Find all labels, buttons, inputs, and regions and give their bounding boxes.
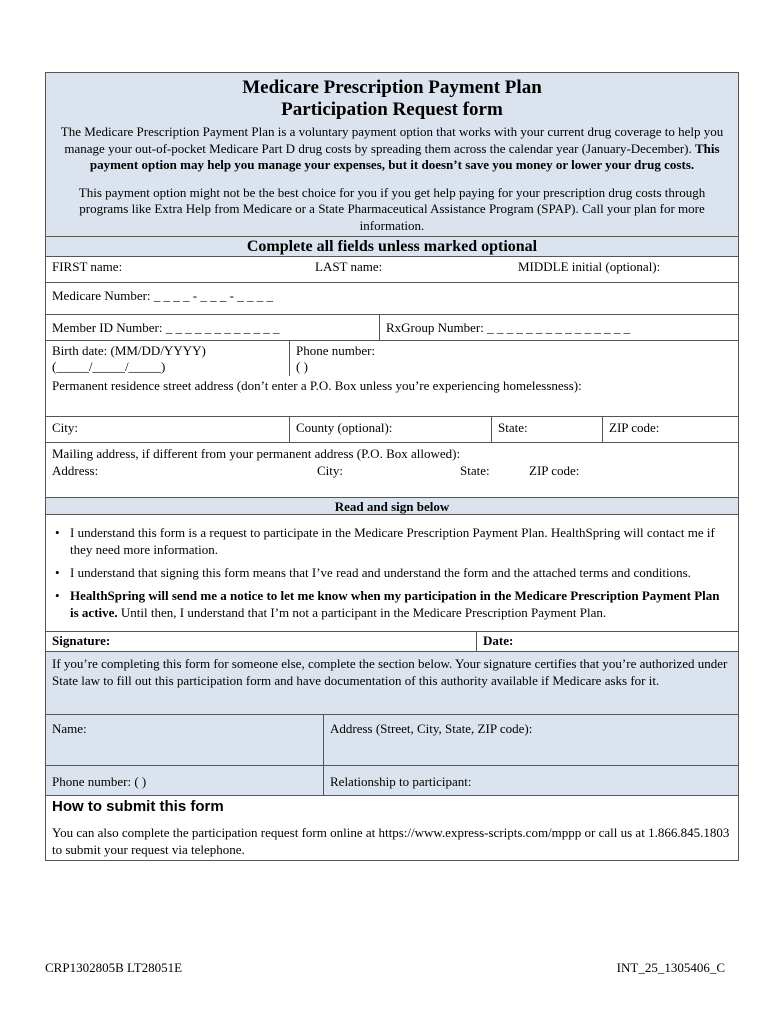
intro-paragraph-2: This payment option might not be the best choice for you if you get help paying for your prescription drug costs through programs like Extra Help from Medicare or a State Pharmaceutical Assistance Program (SPAP). Call your plan for more information.: [78, 184, 706, 233]
submit-text: You can also complete the participation request form online at https://www.express-scripts.com/mppp or call us at 1.866.845.1803 to submit your request via telephone.: [52, 825, 730, 857]
middle-initial-field[interactable]: [512, 257, 740, 282]
permanent-address-label: Permanent residence street address (don’t enter a P.O. Box unless you’re experiencing homelessness):: [52, 378, 582, 393]
city-label: City:: [52, 420, 79, 435]
signature-label: Signature:: [52, 633, 111, 648]
representative-name-label: Name:: [52, 721, 87, 736]
mailing-subfields: [52, 462, 734, 479]
birth-date-label: Birth date: (MM/DD/YYYY): [52, 343, 206, 358]
form-title: [46, 73, 738, 123]
mailing-state-label: State:: [460, 463, 490, 478]
name-row: [46, 256, 738, 282]
footer-code-right: INT_25_1305406_C: [616, 960, 725, 975]
acknowledgement-item-3-bold: HealthSpring will send me a notice to let me know when my participation in the Medicare Prescription Payment Plan is active.: [70, 588, 720, 620]
acknowledgement-list: [46, 514, 738, 631]
representative-phone-field[interactable]: [46, 766, 322, 795]
representative-name-field[interactable]: [46, 715, 322, 765]
rxgroup-field[interactable]: [379, 315, 740, 340]
mailing-zip-label: ZIP code:: [529, 463, 580, 478]
zip-field[interactable]: [602, 417, 740, 442]
representative-phone-label: Phone number: ( ): [52, 774, 147, 789]
intro-p1-text: The Medicare Prescription Payment Plan is a voluntary payment option that works with your current drug coverage to help you manage your out-of-pocket Medicare Part D drug costs by spreading them across the calendar year (January-December).: [60, 124, 724, 156]
county-label: County (optional):: [296, 420, 393, 435]
authorized-representative-note: If you’re completing this form for someone else, complete the section below. Your signature certifies that you’re authorized under State law to fill out this participation form and have documentation of this authority available if Medicare asks for it.: [46, 651, 738, 714]
signature-field[interactable]: [46, 632, 476, 651]
zip-label: ZIP code:: [609, 420, 660, 435]
medicare-number-field[interactable]: [46, 282, 738, 314]
birth-phone-row: [46, 340, 738, 376]
birth-date-field[interactable]: [46, 341, 288, 376]
county-field[interactable]: [289, 417, 487, 442]
form-title-line2: Participation Request form: [281, 99, 503, 120]
phone-field[interactable]: [289, 341, 740, 376]
participation-request-form: [45, 72, 739, 861]
relationship-label: Relationship to participant:: [330, 774, 472, 789]
acknowledgement-item-3-text: Until then, I understand that I’m not a participant in the Medicare Prescription Payment Plan.: [117, 605, 607, 620]
mailing-address-field[interactable]: [46, 442, 738, 497]
acknowledgement-item-1: • I understand this form is a request to participate in the Medicare Prescription Payment Plan. HealthSpring will contact me if they need more information.: [54, 524, 730, 558]
state-label: State:: [498, 420, 528, 435]
footer-code-left: CRP1302805B LT28051E: [45, 960, 183, 975]
member-id-field[interactable]: [46, 315, 378, 340]
acknowledgement-item-2: • I understand that signing this form means that I’ve read and understand the form and the attached terms and conditions.: [54, 564, 730, 581]
mailing-city-label: City:: [317, 463, 344, 478]
phone-label: Phone number:: [296, 343, 376, 358]
date-label: Date:: [483, 633, 514, 648]
phone-format: ( ): [296, 359, 308, 374]
city-field[interactable]: [46, 417, 288, 442]
middle-initial-label: MIDDLE initial (optional):: [518, 259, 661, 274]
signature-row: [46, 631, 738, 651]
last-name-field[interactable]: [309, 257, 509, 282]
intro-p1-bold-text: This payment option may help you manage your expenses, but it doesn’t save you money or lower your drug costs.: [89, 140, 720, 172]
intro-text: [46, 123, 738, 236]
relationship-field[interactable]: [323, 766, 740, 795]
birth-date-format: (_____/_____/_____): [52, 359, 166, 374]
last-name-label: LAST name:: [315, 259, 383, 274]
date-field[interactable]: [476, 632, 740, 651]
representative-row: [46, 714, 738, 765]
representative-contact-row: [46, 765, 738, 795]
intro-paragraph-1: [54, 124, 730, 174]
complete-fields-heading: Complete all fields unless marked optional: [46, 236, 738, 256]
submit-section: [46, 795, 738, 860]
read-and-sign-heading: Read and sign below: [46, 497, 738, 514]
member-id-label: Member ID Number: _ _ _ _ _ _ _ _ _ _ _ _: [52, 320, 280, 335]
representative-address-label: Address (Street, City, State, ZIP code):: [330, 721, 533, 736]
mailing-address-label: Address:: [52, 463, 99, 478]
state-field[interactable]: [491, 417, 602, 442]
first-name-label: FIRST name:: [52, 259, 123, 274]
first-name-field[interactable]: [46, 257, 306, 282]
acknowledgement-item-3: [54, 587, 730, 621]
rxgroup-label: RxGroup Number: _ _ _ _ _ _ _ _ _ _ _ _ _ _ _: [386, 320, 631, 335]
representative-address-field[interactable]: [323, 715, 740, 765]
medicare-number-label: Medicare Number: _ _ _ _ - _ _ _ - _ _ _ _: [52, 288, 273, 303]
city-row: [46, 416, 738, 442]
submit-title: How to submit this form: [52, 798, 224, 815]
mailing-intro-label: Mailing address, if different from your permanent address (P.O. Box allowed):: [52, 446, 461, 461]
member-id-row: [46, 314, 738, 340]
permanent-address-field[interactable]: [46, 376, 738, 416]
form-title-line1: Medicare Prescription Payment Plan: [242, 77, 542, 98]
